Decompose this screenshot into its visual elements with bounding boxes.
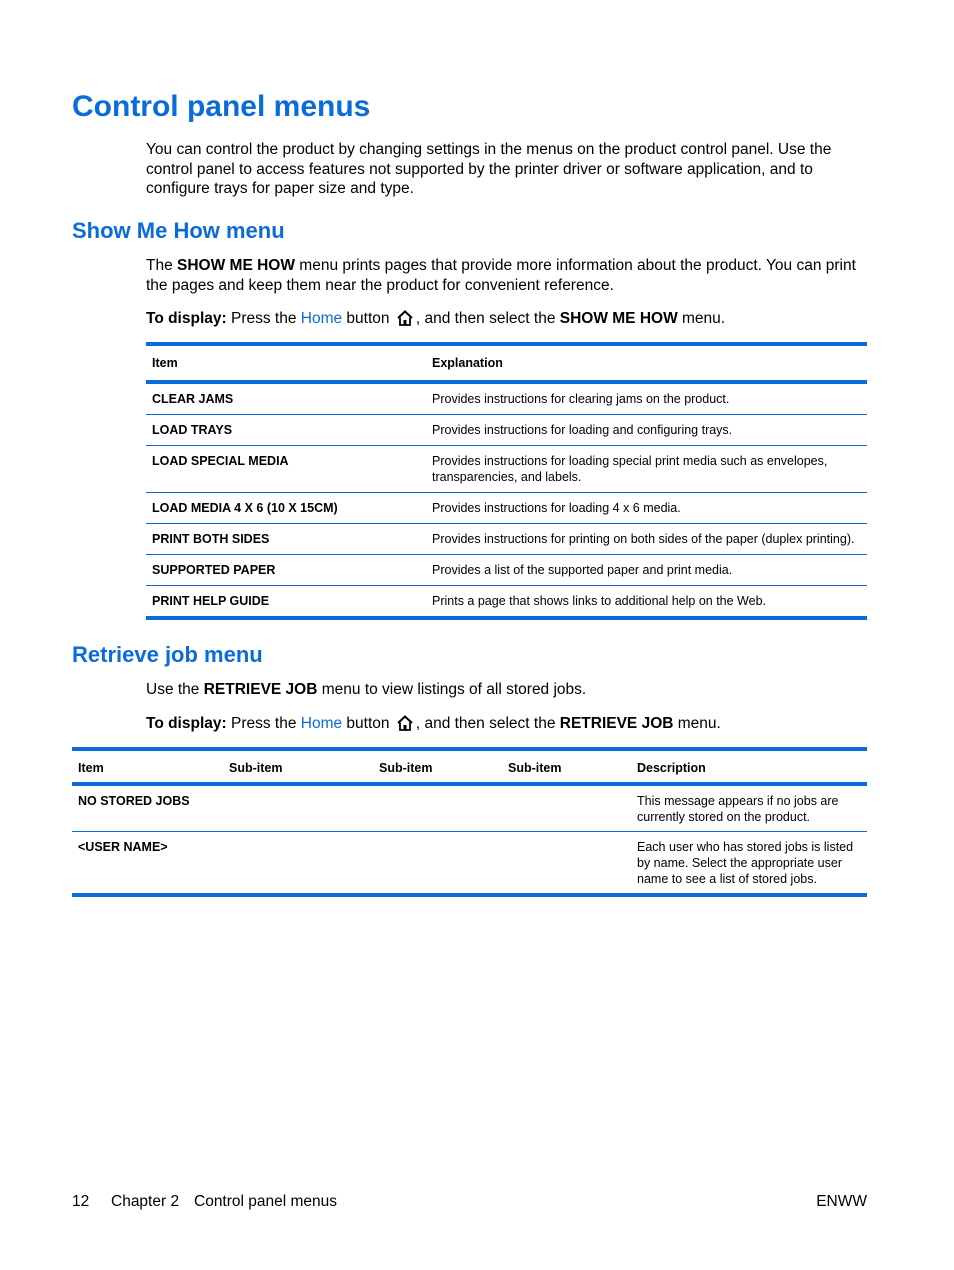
footer-chapter-title: Control panel menus: [194, 1193, 338, 1210]
item-cell: LOAD SPECIAL MEDIA: [152, 454, 289, 468]
explanation-cell: Prints a page that shows links to additional help on the Web.: [432, 594, 767, 608]
page-title: Control panel menus: [72, 90, 371, 123]
column-header-item: Item: [152, 356, 178, 370]
sub-item-cell: [373, 832, 502, 896]
column-header-explanation: Explanation: [432, 356, 503, 370]
sub-item-cell: [502, 832, 631, 896]
show-me-how-display-instructions: To display: Press the Home button , and then select the SHOW ME HOW menu.: [146, 310, 726, 327]
description-cell: Each user who has stored jobs is listed by name. Select the appropriate user name to see a list of stored jobs.: [637, 840, 854, 886]
retrieve-job-heading: Retrieve job menu: [72, 642, 263, 667]
column-header-sub-item: Sub-item: [229, 761, 283, 775]
sub-item-cell: [502, 784, 631, 832]
explanation-cell: Provides instructions for loading 4 x 6 media.: [432, 501, 681, 515]
footer-chapter: Chapter 2: [111, 1193, 180, 1210]
home-link[interactable]: Home: [300, 715, 343, 732]
description-cell: This message appears if no jobs are currently stored on the product.: [637, 794, 839, 824]
intro-paragraph: You can control the product by changing settings in the menus on the product control panel. Use the control panel to access features not supported by the printer driver or software application, and to configure trays for paper size and type.: [146, 141, 832, 197]
item-cell: SUPPORTED PAPER: [152, 563, 276, 577]
table-row: [146, 586, 867, 619]
retrieve-job-description: Use the RETRIEVE JOB menu to view listings of all stored jobs.: [146, 681, 587, 698]
explanation-cell: Provides a list of the supported paper and print media.: [432, 563, 733, 577]
table-row: [146, 555, 867, 586]
table-row: [146, 493, 867, 524]
item-cell: CLEAR JAMS: [152, 392, 234, 406]
retrieve-job-display-instructions: To display: Press the Home button , and then select the RETRIEVE JOB menu.: [146, 715, 721, 732]
item-cell: LOAD MEDIA 4 X 6 (10 X 15CM): [152, 501, 338, 515]
show-me-how-description: The SHOW ME HOW menu prints pages that provide more information about the product. You can print the pages and keep them near the product for convenient reference.: [146, 257, 856, 294]
item-cell: PRINT HELP GUIDE: [152, 594, 270, 608]
item-cell: LOAD TRAYS: [152, 423, 233, 437]
home-link[interactable]: Home: [300, 310, 343, 327]
table-header-row: [146, 344, 867, 382]
table-header-row: [72, 749, 867, 784]
sub-item-cell: [223, 832, 373, 896]
table-row: [72, 784, 867, 832]
explanation-cell: Provides instructions for loading and configuring trays.: [432, 423, 733, 437]
item-cell: <USER NAME>: [78, 840, 168, 854]
footer-page-number: 12: [72, 1193, 90, 1210]
column-header-description: Description: [637, 761, 706, 775]
table-row: [146, 446, 867, 493]
sub-item-cell: [373, 784, 502, 832]
column-header-sub-item: Sub-item: [508, 761, 562, 775]
retrieve-job-table: [72, 747, 867, 897]
explanation-cell: Provides instructions for printing on both sides of the paper (duplex printing).: [432, 532, 855, 546]
show-me-how-table: [146, 342, 867, 620]
item-cell: NO STORED JOBS: [78, 794, 190, 808]
home-icon: [396, 714, 414, 732]
column-header-sub-item: Sub-item: [379, 761, 433, 775]
explanation-cell: Provides instructions for loading special print media such as envelopes, transparencies, and labels.: [432, 454, 828, 484]
footer-locale-code: ENWW: [816, 1193, 867, 1210]
table-row: [72, 832, 867, 896]
show-me-how-heading: Show Me How menu: [72, 218, 285, 243]
table-row: [146, 415, 867, 446]
home-icon: [396, 309, 414, 327]
column-header-item: Item: [78, 761, 104, 775]
sub-item-cell: [223, 784, 373, 832]
table-row: [146, 382, 867, 415]
explanation-cell: Provides instructions for clearing jams on the product.: [432, 392, 730, 406]
item-cell: PRINT BOTH SIDES: [152, 532, 270, 546]
table-row: [146, 524, 867, 555]
